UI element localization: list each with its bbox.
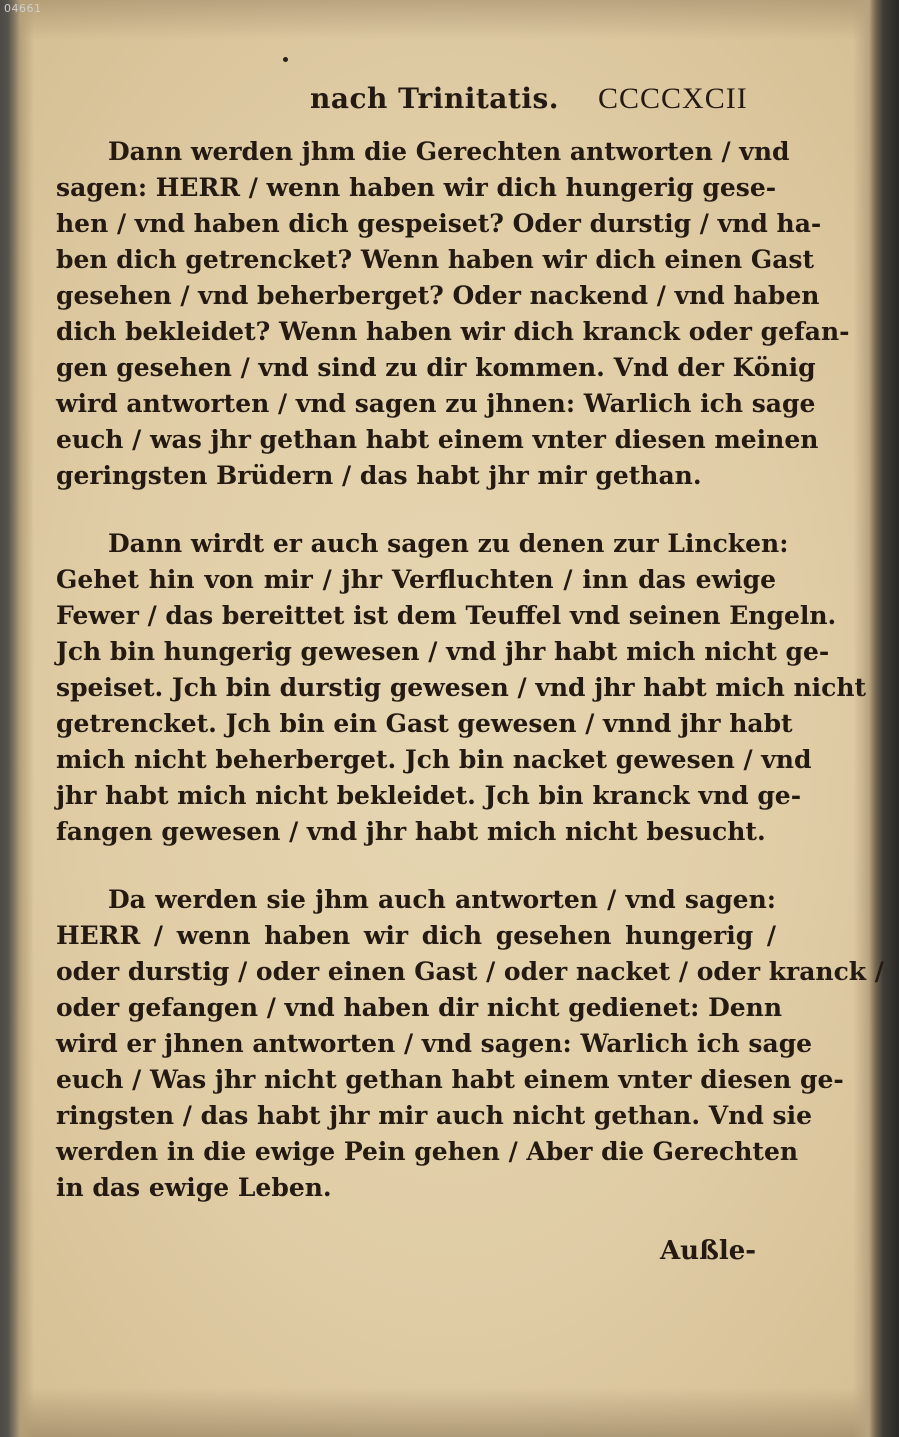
- text-line: euch / Was jhr nicht gethan habt einem vnter diesen ge-: [56, 1065, 844, 1094]
- text-line: hen / vnd haben dich gespeiset? Oder durstig / vnd ha-: [56, 209, 822, 238]
- text-line: gesehen / vnd beherberget? Oder nackend / vnd haben: [56, 281, 820, 310]
- text-line: Jch bin hungerig gewesen / vnd jhr habt mich nicht ge-: [56, 637, 830, 666]
- text-line: getrencket. Jch bin ein Gast gewesen / vnnd jhr habt: [56, 709, 793, 738]
- text-line: sagen: HERR / wenn haben wir dich hungerig gese-: [56, 173, 777, 202]
- ink-dot-mark: [283, 57, 288, 62]
- text-line: Da werden sie jhm auch antworten / vnd sagen:: [108, 885, 776, 914]
- text-line: euch / was jhr gethan habt einem vnter diesen meinen: [56, 425, 819, 454]
- text-line: in das ewige Leben.: [56, 1173, 332, 1202]
- text-line: Dann werden jhm die Gerechten antworten / vnd: [108, 137, 790, 166]
- text-line: ringsten / das habt jhr mir auch nicht gethan. Vnd sie: [56, 1101, 812, 1130]
- text-line: mich nicht beherberget. Jch bin nacket gewesen / vnd: [56, 745, 812, 774]
- text-line: gen gesehen / vnd sind zu dir kommen. Vnd der König: [56, 353, 816, 382]
- text-line: Dann wirdt er auch sagen zu denen zur Lincken:: [108, 529, 789, 558]
- scan-id-label: 04661: [4, 2, 42, 15]
- text-line: geringsten Brüdern / das habt jhr mir gethan.: [56, 461, 702, 490]
- text-line: werden in die ewige Pein gehen / Aber die Gerechten: [56, 1137, 799, 1166]
- text-line: speiset. Jch bin durstig gewesen / vnd jhr habt mich nicht: [56, 673, 867, 702]
- paragraph-1: [56, 134, 850, 494]
- running-title: nach Trinitatis.: [310, 82, 559, 115]
- text-line: HERR / wenn haben wir dich gesehen hungerig /: [56, 921, 776, 950]
- text-line: Fewer / das bereittet ist dem Teuffel vnd seinen Engeln.: [56, 601, 837, 630]
- text-line: Gehet hin von mir / jhr Verfluchten / inn das ewige: [56, 565, 776, 594]
- text-line: ben dich getrencket? Wenn haben wir dich einen Gast: [56, 245, 815, 274]
- catchword: Außle-: [660, 1236, 757, 1266]
- folio-number: CCCCXCII: [598, 82, 748, 115]
- text-line: jhr habt mich nicht bekleidet. Jch bin kranck vnd ge-: [56, 781, 802, 810]
- text-line: oder gefangen / vnd haben dir nicht gedienet: Denn: [56, 993, 783, 1022]
- text-line: dich bekleidet? Wenn haben wir dich kranck oder gefan-: [56, 317, 850, 346]
- running-head: [0, 78, 899, 128]
- text-line: wird antworten / vnd sagen zu jhnen: Warlich ich sage: [56, 389, 816, 418]
- paragraph-3: [56, 882, 884, 1206]
- paragraph-2: [56, 526, 867, 850]
- text-line: fangen gewesen / vnd jhr habt mich nicht besucht.: [56, 817, 766, 846]
- text-line: oder durstig / oder einen Gast / oder nacket / oder kranck /: [56, 957, 884, 986]
- text-line: wird er jhnen antworten / vnd sagen: Warlich ich sage: [56, 1029, 813, 1058]
